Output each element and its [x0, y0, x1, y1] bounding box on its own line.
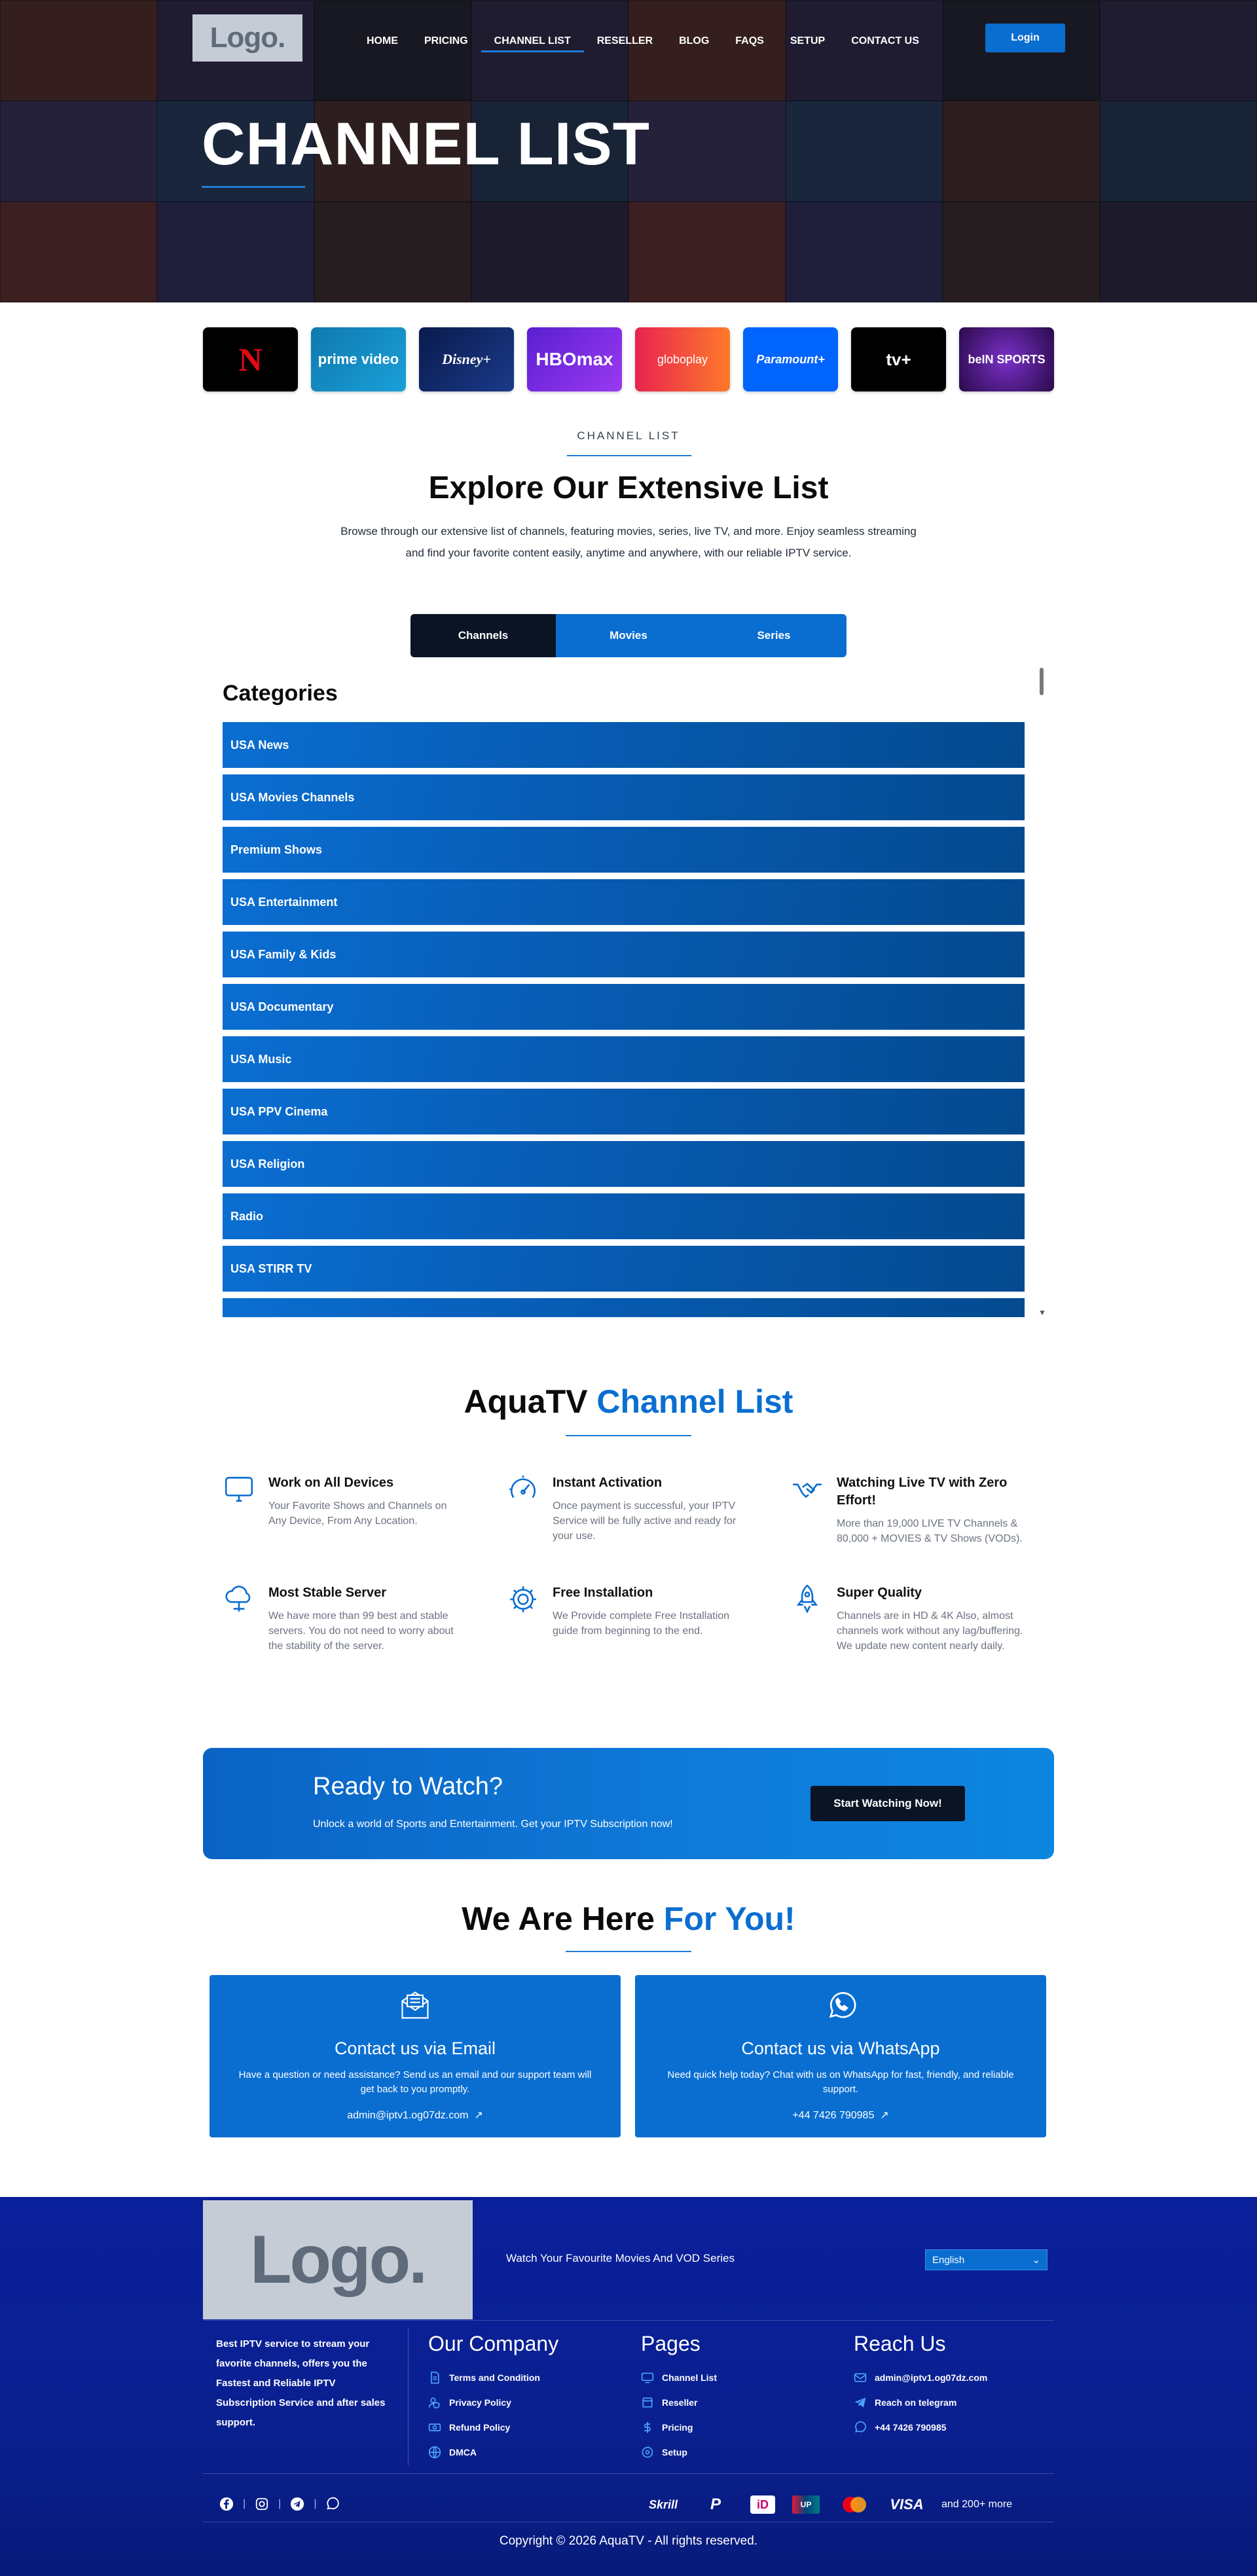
category-usa-news[interactable]: USA News — [223, 722, 1025, 768]
footer-link-privacy[interactable]: Privacy Policy — [428, 2390, 558, 2415]
category-usa-ppv-cinema[interactable]: USA PPV Cinema — [223, 1089, 1025, 1134]
footer-tagline: Watch Your Favourite Movies And VOD Series — [506, 2252, 735, 2264]
footer-link-setup[interactable]: Setup — [641, 2440, 717, 2465]
page-title: CHANNEL LIST — [202, 111, 650, 177]
settings-icon — [641, 2446, 654, 2459]
title-underline — [202, 186, 305, 188]
content-tabs — [410, 614, 847, 657]
feature-item: Free Installation We Provide complete Free Installation guide from beginning to the end. — [507, 1583, 791, 1654]
external-link-icon: ↗ — [877, 2110, 889, 2121]
footer-link-pricing[interactable]: Pricing — [641, 2415, 717, 2440]
footer-link-terms[interactable]: Terms and Condition — [428, 2365, 558, 2390]
footer-link-dmca[interactable]: DMCA — [428, 2440, 558, 2465]
top-nav — [0, 14, 1257, 60]
category-partial[interactable] — [223, 1298, 1025, 1317]
footer-reach-column: Reach Us admin@iptv1.og07dz.com Reach on telegram +44 7426 790985 — [854, 2332, 987, 2440]
scroll-down-icon[interactable]: ▼ — [1038, 1308, 1046, 1317]
nav-links — [354, 27, 932, 52]
category-usa-movies-channels[interactable]: USA Movies Channels — [223, 774, 1025, 820]
chevron-down-icon: ⌄ — [1032, 2255, 1040, 2266]
cta-banner — [203, 1748, 1054, 1859]
copyright: Copyright © 2026 AquaTV - All rights reserved. — [499, 2534, 758, 2548]
instagram-icon[interactable] — [255, 2497, 269, 2511]
aqua-section-title: AquaTV Channel List — [464, 1383, 793, 1420]
streaming-logos — [203, 327, 1054, 391]
feature-item: Most Stable Server We have more than 99 best and stable servers. You do not need to worry about the stability of the server. — [223, 1583, 507, 1654]
footer-divider — [203, 2320, 1054, 2321]
speedometer-icon — [507, 1473, 539, 1506]
category-usa-family-kids[interactable]: USA Family & Kids — [223, 932, 1025, 977]
globe-icon — [428, 2446, 441, 2459]
hbo-max-logo: HBOmax — [527, 327, 622, 391]
footer-company-column: Our Company Terms and Condition Privacy Policy Refund Policy DMCA — [428, 2332, 558, 2465]
telegram-icon — [854, 2396, 867, 2409]
language-select[interactable]: English ⌄ — [925, 2249, 1048, 2270]
footer — [0, 2197, 1257, 2576]
tab-channels[interactable]: Channels — [410, 614, 556, 657]
contact-underline — [566, 1951, 691, 1952]
contact-cards — [210, 1975, 1048, 2137]
whatsapp-icon — [824, 1988, 858, 2022]
envelope-icon — [854, 2371, 867, 2384]
handshake-icon — [791, 1473, 824, 1506]
hero-banner — [0, 0, 1257, 302]
whatsapp-contact-card[interactable] — [635, 1975, 1046, 2137]
unionpay-logo: UP — [792, 2495, 820, 2514]
category-radio[interactable]: Radio — [223, 1193, 1025, 1239]
paramount-plus-logo: Paramount+ — [743, 327, 838, 391]
start-watching-button[interactable]: Start Watching Now! — [811, 1786, 965, 1821]
login-button[interactable]: Login — [985, 24, 1065, 52]
nav-pricing[interactable]: PRICING — [424, 35, 468, 46]
section-kicker: CHANNEL LIST — [577, 429, 680, 442]
footer-link-refund[interactable]: Refund Policy — [428, 2415, 558, 2440]
tab-movies[interactable]: Movies — [610, 629, 647, 642]
footer-link-telegram[interactable]: Reach on telegram — [854, 2390, 987, 2415]
footer-divider — [203, 2473, 1054, 2474]
tab-series[interactable]: Series — [757, 629, 791, 642]
money-icon — [428, 2421, 441, 2434]
email-link[interactable]: admin@iptv1.og07dz.com ↗ — [347, 2110, 483, 2121]
mastercard-logo — [837, 2495, 872, 2514]
contact-section-title: We Are Here For You! — [462, 1900, 795, 1937]
whatsapp-icon — [854, 2421, 867, 2434]
feature-item: Work on All Devices Your Favorite Shows and Channels on Any Device, From Any Location. — [223, 1473, 507, 1546]
netflix-logo: N — [203, 327, 298, 391]
cta-title: Ready to Watch? — [313, 1773, 503, 1800]
footer-link-email[interactable]: admin@iptv1.og07dz.com — [854, 2365, 987, 2390]
payments-more: and 200+ more — [941, 2499, 1013, 2510]
social-links: | | | — [219, 2497, 340, 2511]
categories-panel[interactable] — [223, 669, 1048, 1317]
nav-reseller[interactable]: RESELLER — [596, 35, 653, 46]
explore-description: Browse through our extensive list of channels, featuring movies, series, live TV, and more. Enjoy seamless streaming and find your favorite content easily, anytime and anywhere, with our reliable IPTV service. — [340, 525, 917, 559]
visa-logo: VISA — [890, 2496, 924, 2513]
feature-item: Instant Activation Once payment is successful, your IPTV Service will be fully active and ready for your use. — [507, 1473, 791, 1546]
paypal-logo: P — [710, 2495, 721, 2513]
external-link-icon: ↗ — [471, 2110, 483, 2121]
category-usa-documentary[interactable]: USA Documentary — [223, 984, 1025, 1030]
monitor-icon — [223, 1473, 255, 1506]
whatsapp-icon[interactable] — [325, 2497, 340, 2511]
ideal-logo: iD — [750, 2495, 775, 2514]
footer-link-reseller[interactable]: Reseller — [641, 2390, 717, 2415]
nav-channel-list[interactable]: CHANNEL LIST — [481, 27, 584, 52]
kicker-underline — [567, 455, 691, 456]
whatsapp-card-text: Need quick help today? Chat with us on WhatsApp for fast, friendly, and reliable support. — [667, 2069, 1014, 2095]
nav-blog[interactable]: BLOG — [679, 35, 710, 46]
mail-icon — [398, 1988, 432, 2022]
category-usa-entertainment[interactable]: USA Entertainment — [223, 879, 1025, 925]
whatsapp-card-title: Contact us via WhatsApp — [741, 2039, 940, 2058]
payment-methods — [646, 2495, 1012, 2514]
cloud-server-icon — [223, 1583, 255, 1616]
gear-icon — [507, 1583, 539, 1616]
whatsapp-link[interactable]: +44 7426 790985 ↗ — [792, 2110, 889, 2121]
aqua-underline — [566, 1435, 691, 1436]
apple-tv-plus-logo: tv+ — [851, 327, 946, 391]
document-icon — [428, 2371, 441, 2384]
prime-video-logo: prime video — [311, 327, 406, 391]
feature-item: Watching Live TV with Zero Effort! More than 19,000 LIVE TV Channels & 80,000 + MOVIES & TV Shows (VODs). — [791, 1473, 1046, 1546]
bein-sports-logo: beIN SPORTS — [959, 327, 1054, 391]
feature-item: Super Quality Channels are in HD & 4K Also, almost channels work without any lag/buffering. We update new content nearly daily. — [791, 1583, 1046, 1654]
nav-faqs[interactable]: FAQS — [735, 35, 764, 46]
footer-link-whatsapp[interactable]: +44 7426 790985 — [854, 2415, 987, 2440]
nav-home[interactable]: HOME — [367, 35, 398, 46]
user-shield-icon — [428, 2396, 441, 2409]
footer-logo[interactable]: Logo. — [203, 2200, 473, 2319]
telegram-icon[interactable] — [290, 2497, 304, 2511]
store-icon — [641, 2396, 654, 2409]
category-usa-music[interactable]: USA Music — [223, 1036, 1025, 1082]
site-logo[interactable]: Logo. — [192, 14, 302, 62]
skrill-logo: Skrill — [648, 2497, 678, 2511]
category-premium-shows[interactable]: Premium Shows — [223, 827, 1025, 873]
scroll-thumb[interactable] — [1040, 668, 1044, 695]
facebook-icon[interactable] — [219, 2497, 234, 2511]
email-card-text: Have a question or need assistance? Send us an email and our support team will get back to you promptly. — [238, 2069, 592, 2095]
email-card-title: Contact us via Email — [334, 2039, 496, 2058]
globoplay-logo: globoplay — [635, 327, 730, 391]
disney-plus-logo: Disney+ — [419, 327, 514, 391]
cta-subtitle: Unlock a world of Sports and Entertainment. Get your IPTV Subscription now! — [313, 1819, 673, 1830]
dollar-icon — [641, 2421, 654, 2434]
tv-icon — [641, 2371, 654, 2384]
categories-title: Categories — [223, 681, 338, 706]
category-usa-religion[interactable]: USA Religion — [223, 1141, 1025, 1187]
rocket-icon — [791, 1583, 824, 1616]
categories-scrollbar[interactable] — [1039, 668, 1044, 1316]
category-usa-stirr-tv[interactable]: USA STIRR TV — [223, 1246, 1025, 1292]
nav-contact-us[interactable]: CONTACT US — [851, 35, 919, 46]
explore-title: Explore Our Extensive List — [428, 471, 829, 505]
footer-vertical-divider — [408, 2328, 409, 2465]
footer-link-channel-list[interactable]: Channel List — [641, 2365, 717, 2390]
footer-pages-column: Pages Channel List Reseller Pricing Setup — [641, 2332, 717, 2465]
features-grid — [223, 1473, 1048, 1654]
footer-about: Best IPTV service to stream your favorite channels, offers you the Fastest and Reliable IPTV Subscription Service and after sales support. — [216, 2338, 386, 2428]
nav-setup[interactable]: SETUP — [790, 35, 826, 46]
email-contact-card[interactable] — [210, 1975, 621, 2137]
